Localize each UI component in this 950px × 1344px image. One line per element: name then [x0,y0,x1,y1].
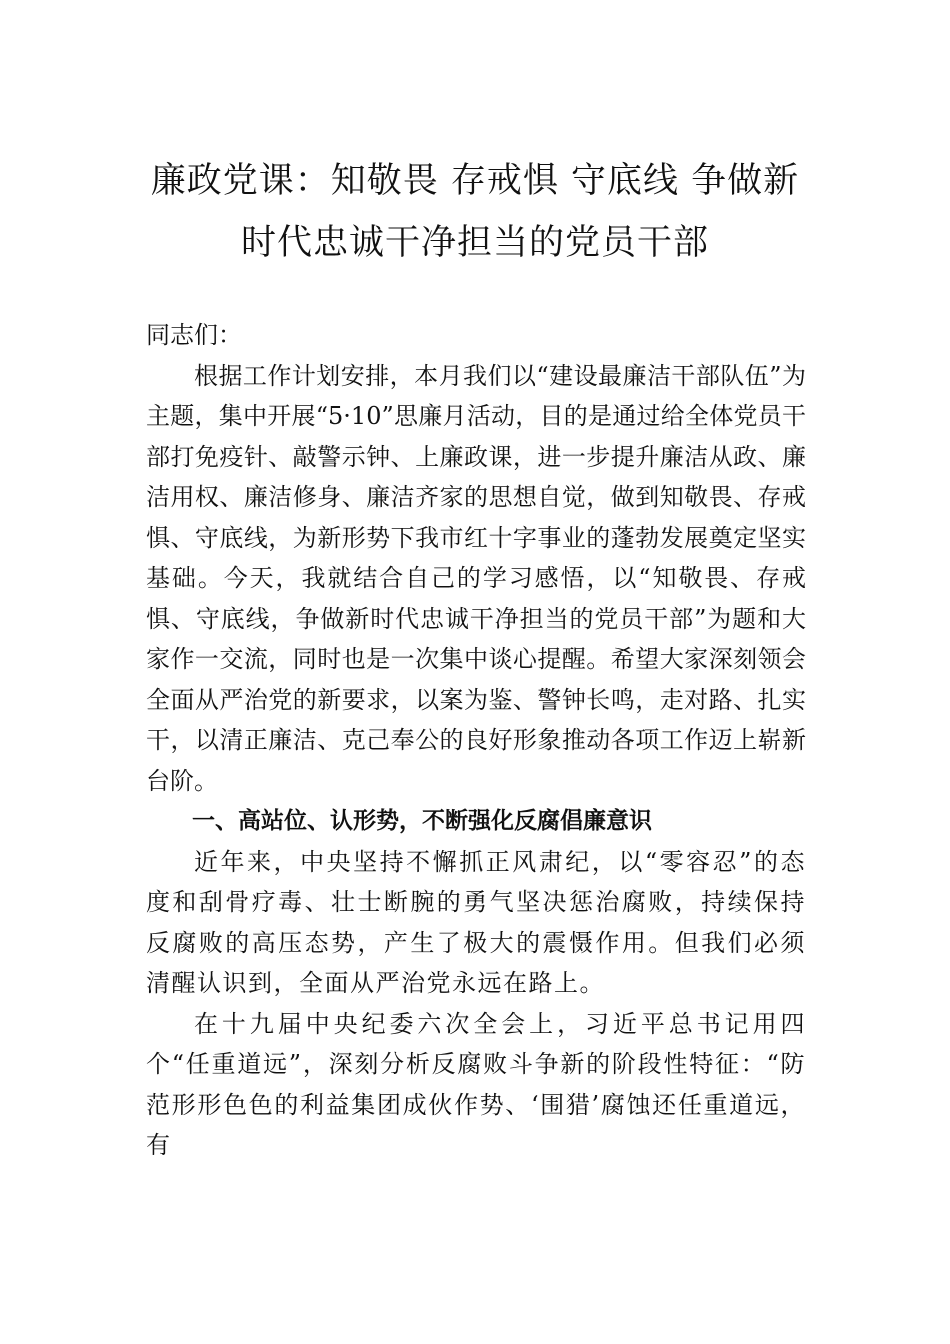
document-title [120,150,830,274]
section-heading: 一、高站位、认形势，不断强化反腐倡廉意识 [192,808,652,834]
title-line-2: 时代忠诚干净担当的党员干部 [240,223,709,263]
salutation: 同志们： [146,321,242,349]
document-body [146,315,806,1166]
paragraph-situation: 近年来，中央坚持不懈抓正风肃纪，以“零容忍”的态度和刮骨疗毒、壮士断腕的勇气坚决惩治腐败，持续保持反腐败的高压态势，产生了极大的震慑作用。但我们必须清醒认识到，全面从严治党永远在路上。 [146,847,806,997]
title-line-1: 廉政党课：知敬畏 存戒惧 守底线 争做新 [150,161,800,201]
paragraph-intro: 根据工作计划安排，本月我们以“建设最廉洁干部队伍”为主题，集中开展“5·10”思廉月活动，目的是通过给全体党员干部打免疫针、敲警示钟、上廉政课，进一步提升廉洁从政、廉洁用权、廉洁修身、廉洁齐家的思想自觉，做到知敬畏、存戒惧、守底线，为新形势下我市红十字事业的蓬勃发展奠定坚实基础。今天，我就结合自己的学习感悟，以“知敬畏、存戒惧、守底线，争做新时代忠诚干净担当的党员干部”为题和大家作一交流，同时也是一次集中谈心提醒。希望大家深刻领会全面从严治党的新要求，以案为鉴、警钟长鸣，走对路、扎实干，以清正廉洁、克己奉公的良好形象推动各项工作迈上崭新台阶。 [146,361,806,795]
paragraph-plenary: 在十九届中央纪委六次全会上，习近平总书记用四个“任重道远”，深刻分析反腐败斗争新的阶段性特征：“防范形形色色的利益集团成伙作势、‘围猎’腐蚀还任重道远，有 [146,1009,806,1159]
